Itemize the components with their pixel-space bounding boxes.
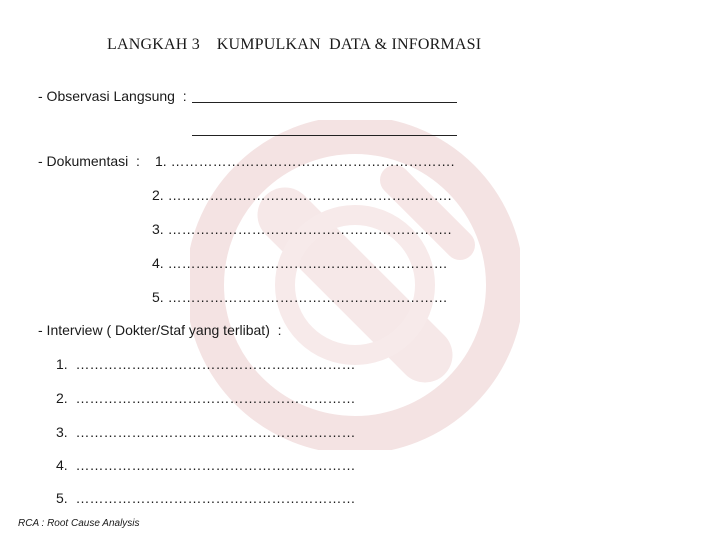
interview-item: 4. ……………………………………………………: [56, 457, 356, 473]
dokumentasi-item: 5. ……………………………………………………: [152, 289, 448, 305]
interview-label: - Interview ( Dokter/Staf yang terlibat) :: [38, 322, 282, 338]
observasi-answer-line-2: [192, 135, 457, 136]
dokumentasi-item: 4. ……………………………………………………: [152, 255, 448, 271]
interview-item: 2. ……………………………………………………: [56, 390, 356, 406]
page-title: LANGKAH 3 KUMPULKAN DATA & INFORMASI: [107, 36, 482, 53]
dokumentasi-item: 1. …………………………………………………….: [155, 153, 455, 169]
dokumentasi-label: - Dokumentasi :: [38, 153, 140, 169]
interview-item: 1. ……………………………………………………: [56, 356, 356, 372]
dokumentasi-item: 2. …………………………………………………….: [152, 187, 452, 203]
observasi-answer-line-1: [192, 102, 457, 103]
interview-item: 3. ……………………………………………………: [56, 424, 356, 440]
observasi-label: - Observasi Langsung :: [38, 88, 187, 104]
interview-item: 5. ……………………………………………………: [56, 490, 356, 506]
dokumentasi-item: 3. …………………………………………………….: [152, 221, 452, 237]
footnote: RCA : Root Cause Analysis: [18, 518, 140, 529]
